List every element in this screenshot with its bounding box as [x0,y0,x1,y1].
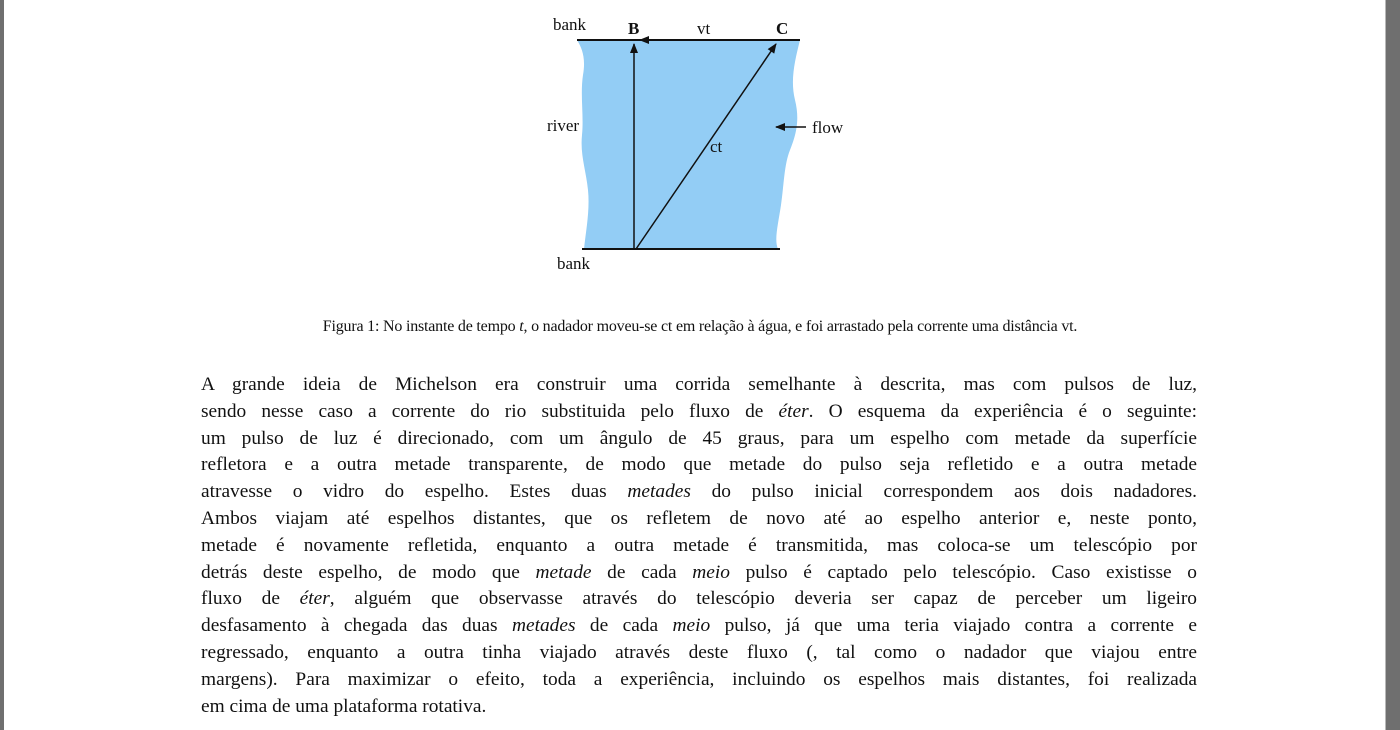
paragraph-line [201,640,1197,667]
text-run: de cada [591,561,693,583]
vt-label: vt [697,19,711,38]
italic-term: meio [672,615,711,637]
flow-label: flow [812,118,844,137]
paragraph-line [201,372,1197,399]
river-diagram [0,0,1400,300]
italic-term: éter [299,588,330,610]
text-run: sendo nesse caso a corrente do rio substituida pelo fluxo de [201,400,779,422]
italic-term: éter [778,400,809,422]
paragraph-line [201,426,1197,453]
paragraph-line [201,533,1197,560]
text-run: regressado, enquanto a outra tinha viajado através deste fluxo (, tal como o nadador que viajou entre [201,641,1197,663]
point-b-label: B [628,19,640,38]
paragraph-line [201,452,1197,479]
paragraph-line [201,586,1197,613]
text-run: fluxo de [201,588,300,610]
river-water [577,40,800,249]
caption-prefix: Figura 1: No instante de tempo [322,318,520,335]
text-run: A grande ideia de Michelson era construir uma corrida semelhante à descrita, mas com pulsos de luz, [201,374,1197,395]
text-run: detrás deste espelho, de modo que [201,561,536,583]
paragraph-line [201,399,1197,426]
text-run: pulso, já que uma teria viajado contra a corrente e [710,615,1197,637]
paragraph-line [201,667,1197,694]
point-c-label: C [776,19,789,38]
body-paragraph [201,372,1197,720]
paragraph-line [201,613,1197,640]
paragraph-line [201,694,1197,721]
text-run: . O esquema da experiência é o seguinte: [808,400,1197,422]
text-run: do pulso inicial correspondem aos dois nadadores. [690,481,1197,503]
caption-suffix: , o nadador moveu-se ct em relação à água, e foi arrastado pela corrente uma distância vt. [523,318,1078,335]
text-run: desfasamento à chegada das duas [201,615,512,637]
caption-t: t [519,318,524,335]
paragraph-line [201,560,1197,587]
italic-term: metades [627,481,691,503]
italic-term: metades [511,615,576,637]
bank-top-label: bank [553,15,587,34]
river-swimmer-figure [0,0,1400,300]
text-run: em cima de uma plataforma rotativa. [201,695,487,717]
text-run: de cada [575,615,673,637]
italic-term: meio [692,561,730,583]
text-run: um pulso de luz é direcionado, com um ângulo de 45 graus, para um espelho com metade da superfície [201,427,1197,449]
paragraph-line [201,506,1197,533]
text-run: pulso é captado pelo telescópio. Caso existisse o [729,561,1197,583]
ct-label: ct [710,137,723,156]
text-run: refletora e a outra metade transparente, de modo que metade do pulso seja refletido e a outra metade [201,454,1197,476]
text-run: margens). Para maximizar o efeito, toda a experiência, incluindo os espelhos mais distantes, foi realizada [201,668,1197,690]
text-run: Ambos viajam até espelhos distantes, que os refletem de novo até ao espelho anterior e, neste ponto, [201,507,1197,529]
figure-caption [0,318,1400,336]
river-label: river [547,116,580,135]
text-run: atravesse o vidro do espelho. Estes duas [201,481,628,503]
bank-bottom-label: bank [557,254,591,273]
italic-term: metade [535,561,592,583]
paragraph-line [201,479,1197,506]
text-run: metade é novamente refletida, enquanto a outra metade é transmitida, mas coloca-se um telescópio por [201,534,1197,556]
text-run: , alguém que observasse através do telescópio deveria ser capaz de perceber um ligeiro [329,588,1197,610]
